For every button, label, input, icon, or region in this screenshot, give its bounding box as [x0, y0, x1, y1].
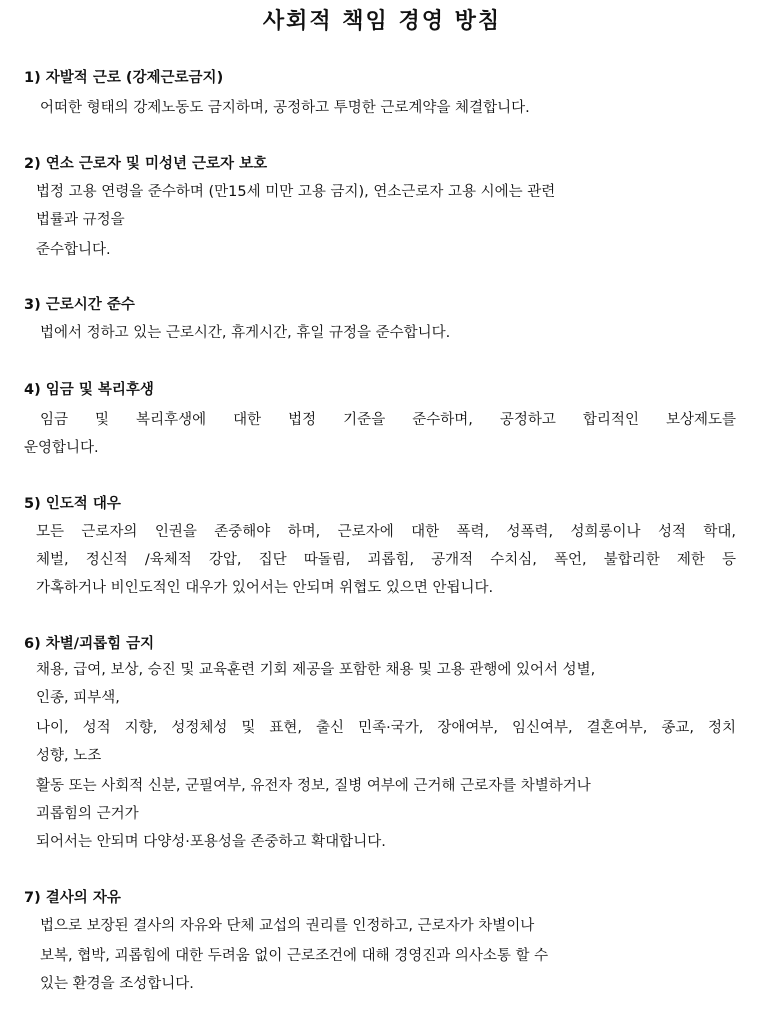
section-text-line: 체벌, 정신적 /육체적 강압, 집단 따돌림, 괴롭힘, 공개적 수치심, 폭언, 불합리한 제한 등 [36, 552, 736, 568]
section-text-line: 법정 고용 연령을 준수하며 (만15세 미만 고용 금지), 연소근로자 고용 시에는 관련 [36, 184, 556, 200]
section-heading: 1) 자발적 근로 (강제근로금지) [24, 70, 224, 86]
section-text-line: 보복, 협박, 괴롭힘에 대한 두려움 없이 근로조건에 대해 경영진과 의사소통 할 수 [40, 948, 549, 964]
section-heading: 6) 차별/괴롭힘 금지 [24, 636, 155, 652]
section-text-line: 모든 근로자의 인권을 존중해야 하며, 근로자에 대한 폭력, 성폭력, 성희롱이나 성적 학대, [36, 524, 736, 540]
section-heading: 7) 결사의 자유 [24, 890, 121, 906]
section-text-line: 채용, 급여, 보상, 승진 및 교육훈련 기회 제공을 포함한 채용 및 고용 관행에 있어서 성별, [36, 662, 596, 678]
section-text-line: 괴롭힘의 근거가 [36, 806, 139, 822]
section-text-line: 임금 및 복리후생에 대한 법정 기준을 준수하며, 공정하고 합리적인 보상제도를 [40, 412, 737, 428]
section-text-line: 활동 또는 사회적 신분, 군필여부, 유전자 정보, 질병 여부에 근거해 근로자를 차별하거나 [36, 778, 591, 794]
section-text-line: 가혹하거나 비인도적인 대우가 있어서는 안되며 위협도 있으면 안됩니다. [36, 580, 494, 596]
section-text-line: 법률과 규정을 [36, 212, 125, 228]
section-text-line: 성향, 노조 [36, 748, 102, 764]
section-text-line: 인종, 피부색, [36, 690, 120, 706]
section-text-line: 어떠한 형태의 강제노동도 금지하며, 공정하고 투명한 근로계약을 체결합니다. [40, 100, 530, 116]
section-heading: 5) 인도적 대우 [24, 496, 121, 512]
section-text-line: 법으로 보장된 결사의 자유와 단체 교섭의 권리를 인정하고, 근로자가 차별이나 [40, 918, 535, 934]
section-text-line: 법에서 정하고 있는 근로시간, 휴게시간, 휴일 규정을 준수합니다. [40, 325, 451, 341]
section-text-line: 준수합니다. [36, 242, 111, 258]
section-text-line: 나이, 성적 지향, 성정체성 및 표현, 출신 민족·국가, 장애여부, 임신여부, 결혼여부, 종교, 정치 [36, 720, 736, 736]
section-text-line: 있는 환경을 조성합니다. [40, 976, 194, 992]
document-title: 사회적 책임 경영 방침 [262, 9, 502, 34]
section-heading: 3) 근로시간 준수 [24, 297, 135, 313]
section-text-line: 되어서는 안되며 다양성·포용성을 존중하고 확대합니다. [36, 834, 386, 850]
section-heading: 4) 임금 및 복리후생 [24, 382, 154, 398]
section-heading: 2) 연소 근로자 및 미성년 근로자 보호 [24, 156, 268, 172]
section-text-line: 운영합니다. [24, 440, 99, 456]
